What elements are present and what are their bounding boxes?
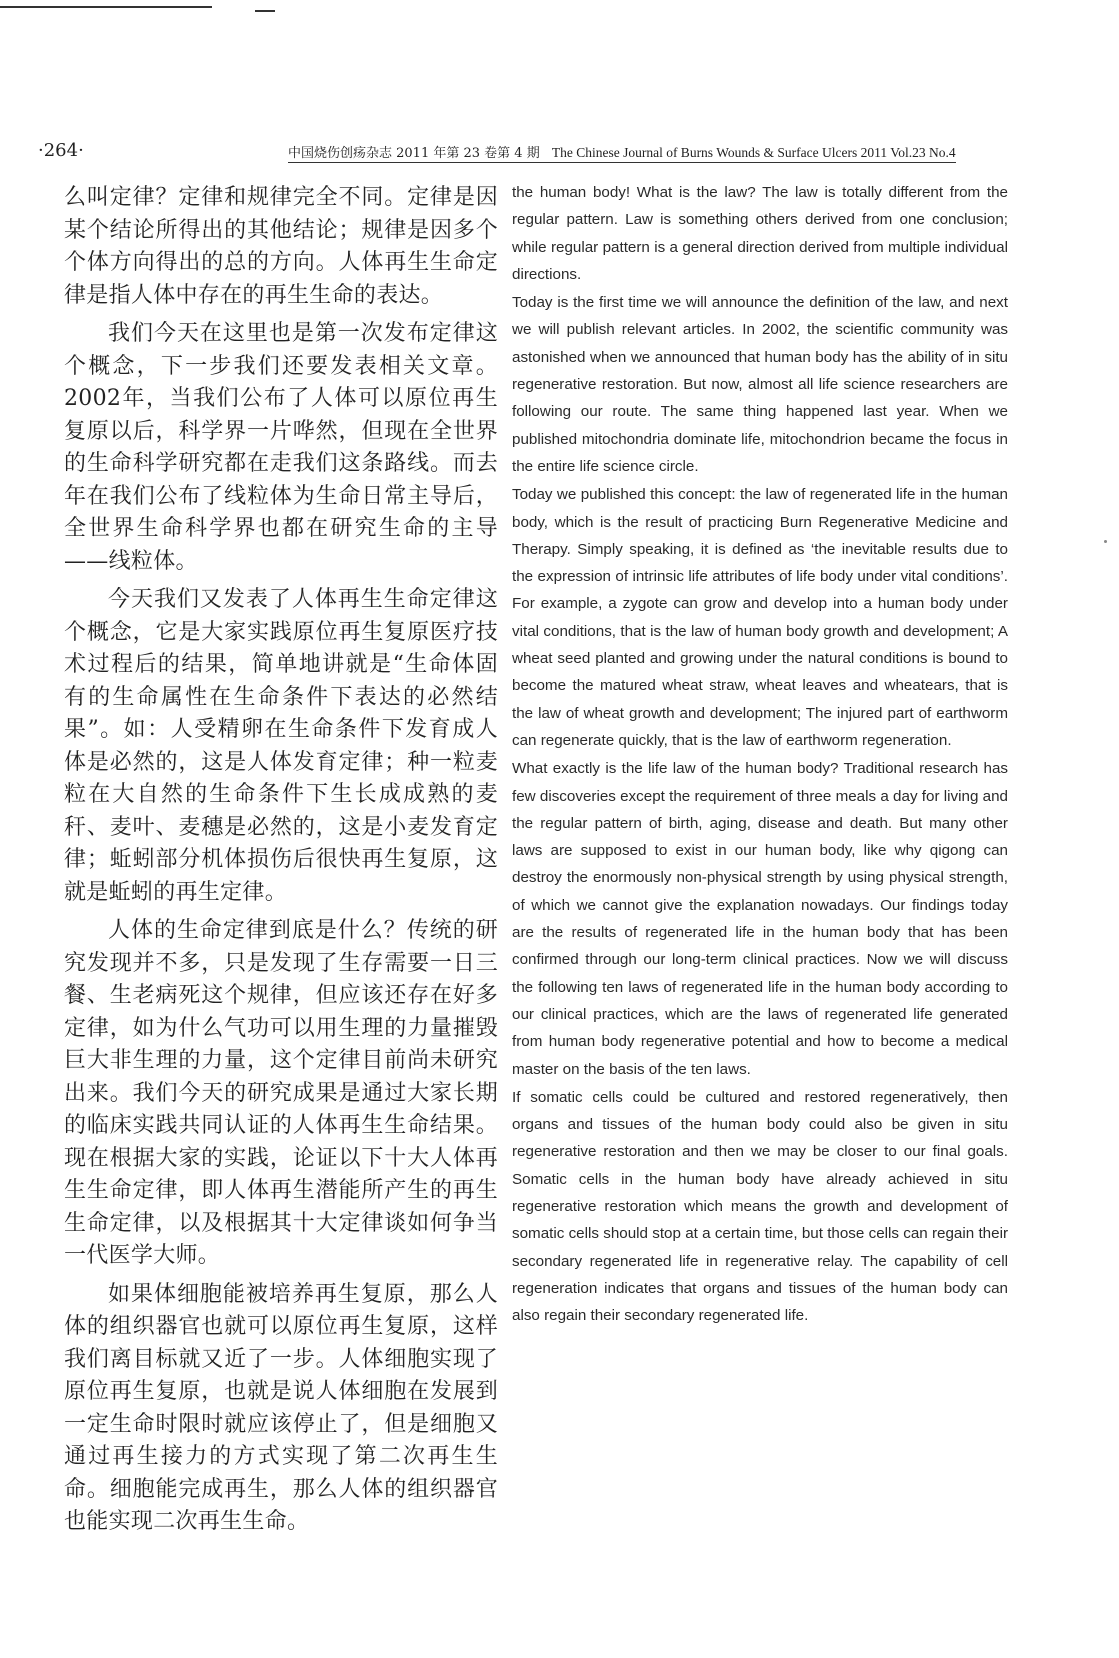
cn-paragraph: 如果体细胞能被培养再生复原，那么人体的组织器官也就可以原位再生复原，这样我们离目标就又近了一步。人体细胞实现了原位再生复原，也就是说人体细胞在发展到一定生命时限时就应该停止了，但是细胞又通过再生接力的方式实现了第二次再生生命。细胞能完成再生，那么人体的组织器官也能实现二次再生生命。	[64, 1281, 498, 1534]
journal-title-cn: 中国烧伤创疡杂志 2011 年第 23 卷第 4 期	[288, 146, 540, 161]
en-paragraph: Today we published this concept: the law of regenerated life in the human body, which is the result of practicing Burn Regenerative Medicine and Therapy. Simply speaking, it is defined as ‘the inevitable results due to the expression of intrinsic life attributes of life body under vital conditions’. For example, a zygote can grow and develop into a human body under vital conditions, that is the law of human body growth and development; A wheat seed planted and growing under the natural conditions is bound to become the matured wheat straw, wheat leaves and wheatears, that is the law of wheat growth and development; The injured part of earthworm can regenerate quickly, that is the law of earthworm regeneration.	[512, 486, 1008, 749]
journal-title-en: The Chinese Journal of Burns Wounds & Surface Ulcers 2011 Vol.23 No.4	[551, 145, 956, 160]
en-paragraph: the human body! What is the law? The law is totally different from the regular pattern. Law is something others derived from one conclusion; while regular pattern is a general direction derived from multiple individual directions.	[512, 184, 1008, 283]
cn-paragraph: 人体的生命定律到底是什么？传统的研究发现并不多，只是发现了生存需要一日三餐、生老病死这个规律，但应该还存在好多定律，如为什么气功可以用生理的力量摧毁巨大非生理的力量，这个定律目前尚未研究出来。我们今天的研究成果是通过大家长期的临床实践共同认证的人体再生生命结果。现在根据大家的实践，论证以下十大人体再生生命定律，即人体再生潜能所产生的再生生命定律，以及根据其十大定律谈如何争当一代医学大师。	[64, 918, 498, 1268]
running-header	[38, 138, 1063, 168]
en-paragraph: What exactly is the life law of the human body? Traditional research has few discoveries except the requirement of three meals a day for living and the regular pattern of birth, aging, disease and death. But many other laws are supposed to exist in our human body, like why qigong can destroy the enormously non-physical strength by using physical strength, of which we cannot give the explanation nowadays. Our findings today are the results of regenerated life in the human body that has been confirmed through our long-term clinical practices. Now we will discuss the following ten laws of regenerated life in the human body according to our clinical practices, which are the laws of regenerated life generated from human body regenerative potential and how to become a medical master on the basis of the ten laws.	[512, 760, 1008, 1078]
page-number: ·264·	[38, 140, 84, 161]
cn-paragraph: 么叫定律？定律和规律完全不同。定律是因某个结论所得出的其他结论；规律是因多个个体方向得出的总的方向。人体再生生命定律是指人体中存在的再生生命的表达。	[64, 185, 498, 308]
en-paragraph: If somatic cells could be cultured and restored regeneratively, then organs and tissues of the human body could also be given in situ regenerative restoration and then we may be closer to our final goals. Somatic cells in the human body have already achieved in situ regenerative restoration which means the growth and development of somatic cells should stop at a certain time, but those cells can regain their secondary regenerated life in regenerative relay. The capability of cell regeneration indicates that organs and tissues of the human body can also regain their secondary regenerated life.	[512, 1088, 1008, 1325]
en-paragraph: Today is the first time we will announce the definition of the law, and next we will publish relevant articles. In 2002, the scientific community was astonished when we announced that human body has the ability of in situ regenerative restoration. But now, almost all life science researchers are following our route. The same thing happened last year. When we published mitochondria dominate life, mitochondrion became the focus in the entire life science circle.	[512, 294, 1008, 475]
cn-paragraph: 我们今天在这里也是第一次发布定律这个概念，下一步我们还要发表相关文章。2002年，当我们公布了人体可以原位再生复原以后，科学界一片哗然，但现在全世界的生命科学研究都在走我们这条路线。而去年在我们公布了线粒体为生命日常主导后，全世界生命科学界也都在研究生命的主导——线粒体。	[64, 321, 498, 574]
scan-speck	[1104, 540, 1107, 543]
top-rule	[0, 6, 212, 8]
top-rule-short	[255, 10, 275, 12]
journal-title	[288, 142, 956, 163]
chinese-text-column	[64, 182, 498, 1545]
cn-paragraph: 今天我们又发表了人体再生生命定律这个概念，它是大家实践原位再生复原医疗技术过程后的结果，简单地讲就是“生命体固有的生命属性在生命条件下表达的必然结果”。如：人受精卵在生命条件下发育成人体是必然的，这是人体发育定律；种一粒麦粒在大自然的生命条件下生长成成熟的麦秆、麦叶、麦穗是必然的，这是小麦发育定律；蚯蚓部分机体损伤后很快再生复原，这就是蚯蚓的再生定律。	[64, 587, 498, 905]
english-text-column	[512, 179, 1008, 1330]
